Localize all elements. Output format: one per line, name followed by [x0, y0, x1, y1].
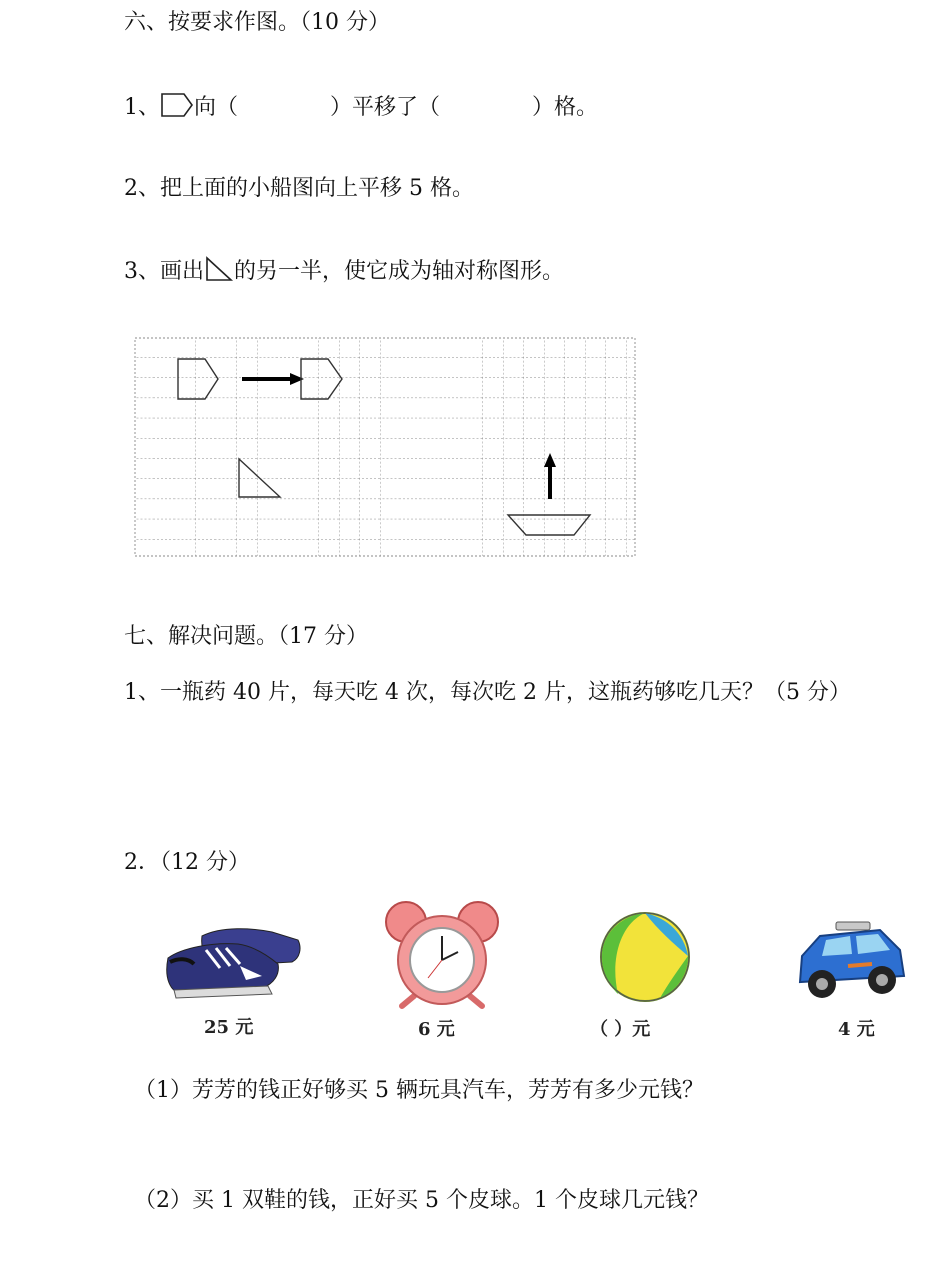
clock-price: 6 元	[418, 1019, 455, 1040]
q1-suffix: ）格。	[532, 95, 599, 120]
car-price: 4 元	[838, 1019, 875, 1040]
q3-suffix: 的另一半，使它成为轴对称图形。	[234, 259, 565, 284]
section7-sub1: （1）芳芳的钱正好够买 5 辆玩具汽车，芳芳有多少元钱？	[134, 1078, 704, 1103]
q1-gap-text: ）平移了（	[330, 95, 441, 120]
q1-prefix: 1、	[124, 95, 160, 120]
shoes-price: 25 元	[204, 1017, 254, 1038]
section7-title: 七、解决问题。（17 分）	[124, 624, 368, 649]
q3-prefix: 3、画出	[124, 259, 204, 284]
ball-price: （ ）元	[590, 1019, 651, 1040]
section7-q1: 1、一瓶药 40 片，每天吃 4 次，每次吃 2 片，这瓶药够吃几天？（5 分）	[124, 680, 851, 705]
pentagon-shape-icon	[160, 92, 194, 118]
section6-title: 六、按要求作图。（10 分）	[124, 10, 390, 35]
section6-q3	[124, 256, 564, 287]
q1-direction-text: 向（	[194, 95, 239, 120]
beach-ball-icon	[598, 910, 692, 1004]
alarm-clock-icon	[380, 900, 504, 1010]
section6-q2: 2、把上面的小船图向上平移 5 格。	[124, 176, 474, 201]
section7-q2-title: 2．（12 分）	[124, 850, 250, 875]
drawing-grid[interactable]	[134, 337, 636, 559]
section6-q1	[124, 92, 598, 123]
section7-sub2: （2）买 1 双鞋的钱，正好买 5 个皮球。1 个皮球几元钱？	[134, 1188, 709, 1213]
shoes-icon	[162, 918, 304, 1000]
half-triangle-icon	[204, 256, 234, 282]
toy-car-icon	[792, 916, 910, 1004]
